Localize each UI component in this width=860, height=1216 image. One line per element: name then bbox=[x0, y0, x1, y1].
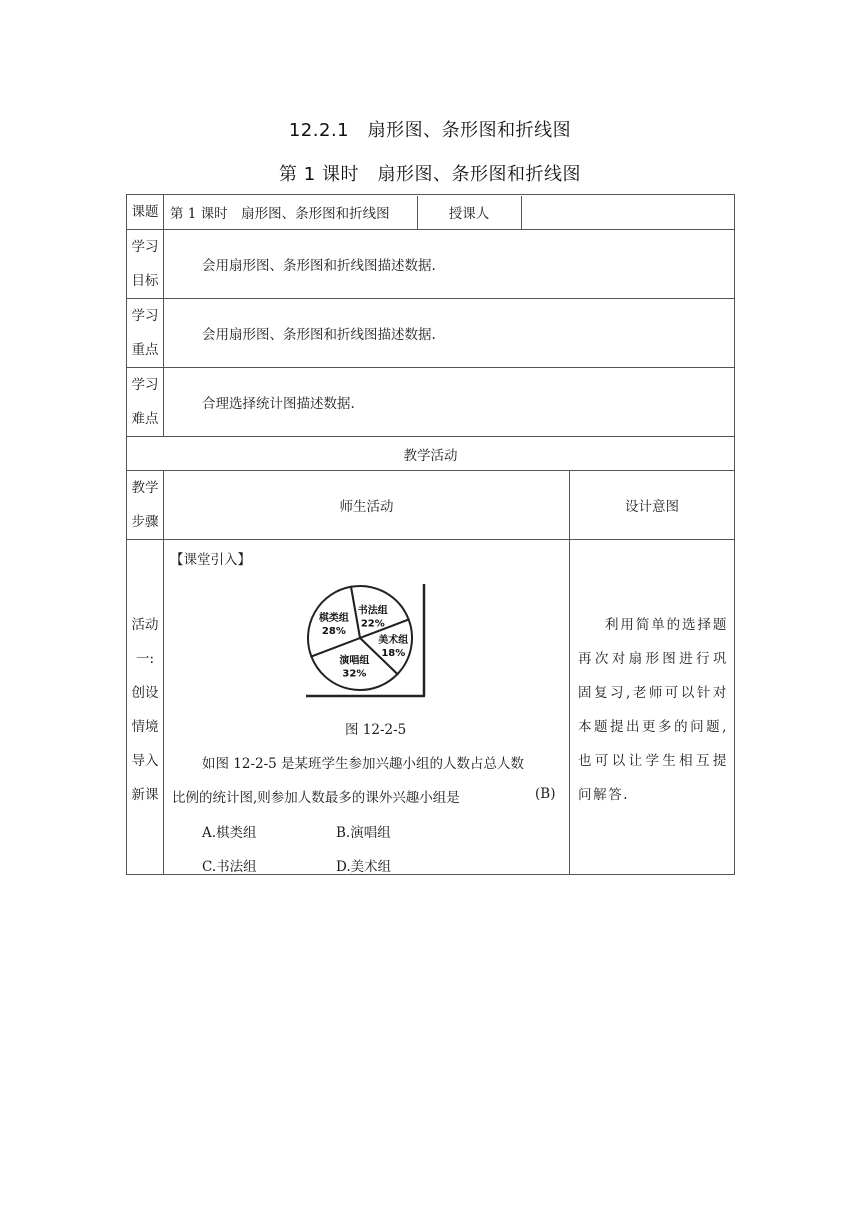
key-row bbox=[127, 299, 735, 368]
activity-one-row bbox=[127, 540, 735, 875]
option-b: B.演唱组 bbox=[336, 825, 391, 841]
figure-caption: 图 12-2-5 bbox=[345, 722, 407, 738]
col-activity-header: 师生活动 bbox=[164, 471, 570, 540]
activities-header: 教学活动 bbox=[127, 437, 735, 471]
option-d: D.美术组 bbox=[336, 859, 392, 875]
teacher-value bbox=[521, 196, 734, 229]
answer: (B) bbox=[535, 786, 556, 802]
lesson-subtitle: 第 1 课时 扇形图、条形图和折线图 bbox=[279, 164, 581, 185]
goal-text: 会用扇形图、条形图和折线图描述数据. bbox=[164, 230, 735, 299]
goal-label: 学习 目标 bbox=[127, 230, 164, 299]
page-title: 12.2.1 扇形图、条形图和折线图 bbox=[288, 120, 572, 141]
intro-heading: 【课堂引入】 bbox=[170, 552, 251, 568]
question-line2: 比例的统计图,则参加人数最多的课外兴趣小组是 bbox=[172, 790, 460, 806]
activity-content bbox=[164, 540, 570, 875]
activities-header-row bbox=[127, 437, 735, 471]
columns-row bbox=[127, 471, 735, 540]
key-text: 会用扇形图、条形图和折线图描述数据. bbox=[164, 299, 735, 368]
pie-value-2: 18% bbox=[381, 647, 406, 659]
topic-label: 课题 bbox=[127, 195, 164, 230]
pie-value-3: 32% bbox=[342, 668, 367, 680]
lesson-plan-table bbox=[126, 194, 735, 875]
steps-label: 教学 步骤 bbox=[127, 471, 164, 540]
pie-value-1: 22% bbox=[360, 618, 385, 630]
col-intent-header: 设计意图 bbox=[570, 471, 735, 540]
difficult-label: 学习 难点 bbox=[127, 368, 164, 437]
pie-chart bbox=[304, 582, 430, 698]
key-label: 学习 重点 bbox=[127, 299, 164, 368]
question-line1: 如图 12-2-5 是某班学生参加兴趣小组的人数占总人数 bbox=[202, 756, 525, 772]
topic-row bbox=[127, 195, 735, 230]
teacher-label: 授课人 bbox=[417, 196, 521, 229]
goal-row bbox=[127, 230, 735, 299]
option-c: C.书法组 bbox=[202, 859, 257, 875]
pie-label-4: 棋类组 bbox=[318, 613, 349, 625]
difficult-text: 合理选择统计图描述数据. bbox=[164, 368, 735, 437]
option-a: A.棋类组 bbox=[202, 825, 257, 841]
design-intent: 利用简单的选择题再次对扇形图进行巩固复习,老师可以针对本题提出更多的问题,也可以让学生相互提问解答. bbox=[570, 540, 735, 875]
topic-value: 第 1 课时 扇形图、条形图和折线图 bbox=[164, 196, 417, 229]
difficult-row bbox=[127, 368, 735, 437]
pie-label-3: 演唱组 bbox=[339, 655, 370, 667]
pie-label-2: 美术组 bbox=[378, 634, 409, 646]
pie-label-1: 书法组 bbox=[357, 605, 388, 617]
step1-label: 活动 一: 创设 情境 导入 新课 bbox=[127, 540, 164, 875]
pie-value-4: 28% bbox=[321, 626, 346, 638]
